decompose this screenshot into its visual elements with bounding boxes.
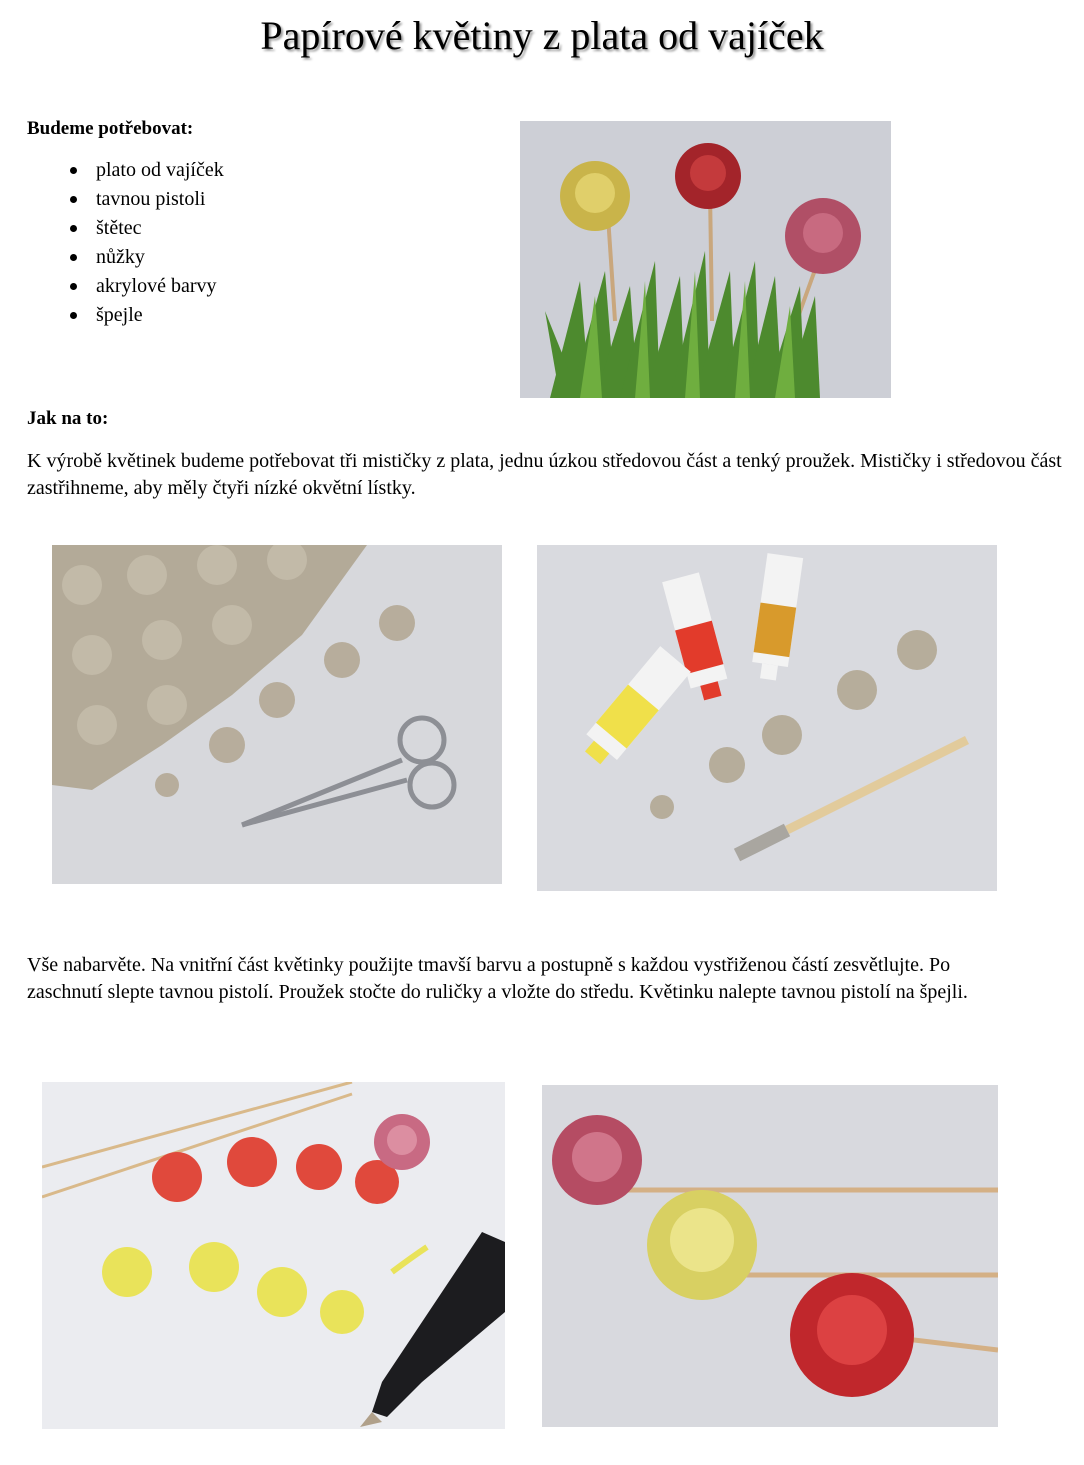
list-item: tavnou pistoli [70, 185, 224, 214]
photo-egg-carton-and-scissors [52, 545, 502, 884]
list-item: nůžky [70, 243, 224, 272]
instructions-heading: Jak na to: [27, 408, 109, 429]
materials-list [70, 156, 224, 330]
photo-finished-flowers-in-grass [520, 121, 891, 398]
instructions-paragraph-1: K výrobě květinek budeme potřebovat tři mističky z plata, jednu úzkou středovou část a tenký proužek. Mističky i středovou část zastřihneme, aby měly čtyři nízké okvětní lístky. [27, 450, 1062, 499]
page-title: Papírové květiny z plata od vajíček [260, 13, 824, 58]
photo-painted-parts-and-glue-gun [42, 1082, 505, 1429]
instructions-paragraph-2: Vše nabarvěte. Na vnitřní část květinky použijte tmavší barvu a postupně s každou vystřiženou částí zesvětlujte. Po zaschnutí slepte tavnou pistolí. Proužek stočte do ruličky a vložte do středu. Květinku nalepte tavnou pistolí na špejli. [27, 954, 968, 1003]
list-item: špejle [70, 301, 224, 330]
list-item: štětec [70, 214, 224, 243]
list-item: akrylové barvy [70, 272, 224, 301]
photo-flowers-on-skewers [542, 1085, 998, 1427]
materials-heading: Budeme potřebovat: [27, 118, 194, 139]
list-item: plato od vajíček [70, 156, 224, 185]
photo-paints-and-brush [537, 545, 997, 891]
